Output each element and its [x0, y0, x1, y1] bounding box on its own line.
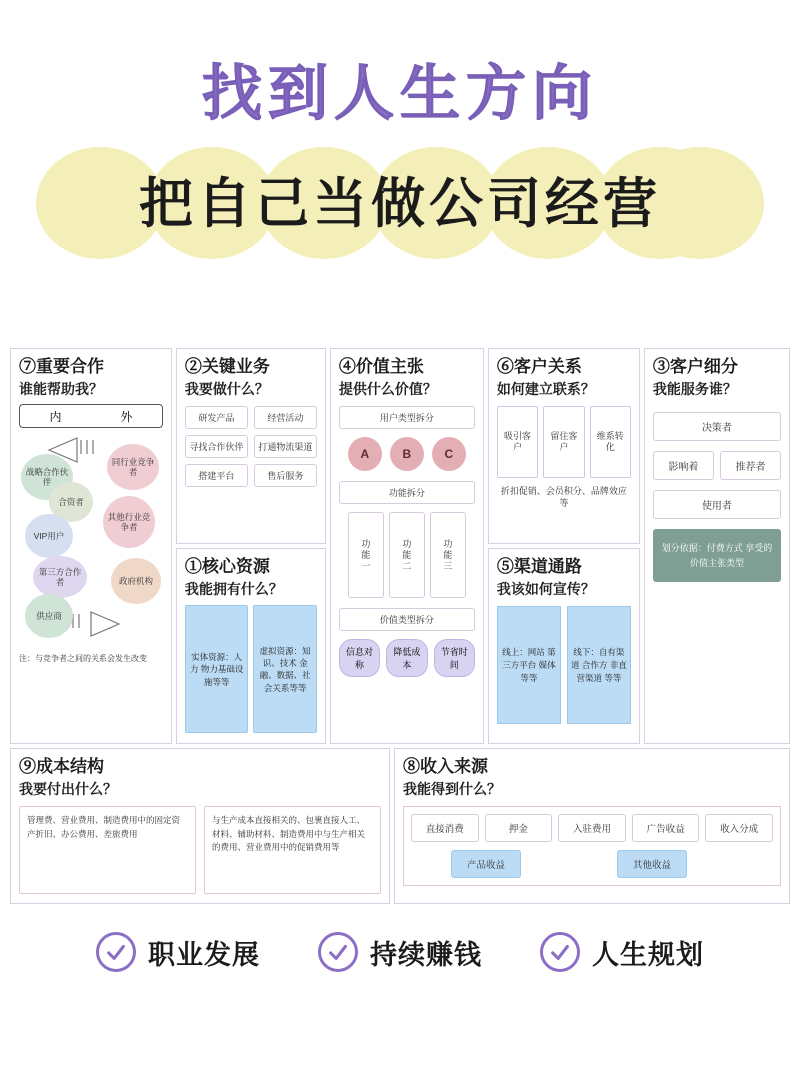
block-title: ④价值主张	[338, 357, 424, 376]
block-question: 我能服务谁？	[652, 381, 737, 398]
subtitle-banner	[0, 145, 800, 261]
activity-chip[interactable]: 经营活动	[254, 406, 317, 429]
revenue-chip[interactable]: 入驻费用	[558, 814, 626, 842]
user-type-circle[interactable]: A	[348, 437, 382, 471]
segment-chip-row	[653, 451, 781, 480]
block-value-proposition	[330, 348, 484, 744]
check-circle-icon	[540, 932, 580, 972]
partner-node: VIP用户	[25, 514, 73, 558]
footer-label: 人生规划	[592, 939, 704, 970]
function-split-label: 功能拆分	[339, 481, 475, 504]
canvas-top-row	[10, 348, 790, 744]
revenue-chip-area	[403, 806, 781, 886]
block-question: 我要付出什么？	[19, 781, 117, 798]
canvas-bottom-row	[10, 748, 790, 904]
segment-chip[interactable]: 推荐者	[720, 451, 781, 480]
partners-note: 注：与竞争者之间的关系会发生改变	[19, 654, 147, 664]
revenue-chip[interactable]: 产品收益	[451, 850, 521, 878]
partner-node: 合资者	[49, 482, 93, 522]
column-relations-channels	[488, 348, 640, 744]
function-column[interactable]: 功能二	[389, 512, 425, 598]
block-title: ⑥客户关系	[496, 357, 582, 376]
value-pill[interactable]: 降低成本	[386, 639, 427, 677]
revenue-chip[interactable]: 其他收益	[617, 850, 687, 878]
block-cost-structure	[10, 748, 390, 904]
resource-cell[interactable]: 虚拟资源：知识、技术 金融、数据、社会关系等等	[253, 605, 317, 733]
block-question: 如何建立联系？	[496, 381, 595, 398]
inside-outside-toggle[interactable]	[19, 404, 163, 428]
block-key-partners	[10, 348, 172, 744]
cost-cell[interactable]: 管理费、营业费用、制造费用中的固定资产折旧、办公费用、差旅费用	[19, 806, 196, 894]
user-type-circle[interactable]: C	[432, 437, 466, 471]
toggle-inside[interactable]: 内	[49, 409, 62, 424]
column-activities-resources	[176, 348, 326, 744]
block-key-activities	[176, 348, 326, 544]
revenue-chip-row	[411, 814, 773, 842]
cost-cell[interactable]: 与生产成本直接相关的、包裹直接人工、材料、辅助材料、制造费用中与生产相关的费用、营业费用中的促销费用等	[204, 806, 381, 894]
toggle-outside[interactable]: 外	[120, 409, 133, 424]
channel-cells	[497, 606, 631, 724]
value-type-split-label: 价值类型拆分	[339, 608, 475, 631]
value-pill[interactable]: 信息对称	[339, 639, 380, 677]
activity-chip-grid	[185, 406, 317, 487]
footer-item	[96, 932, 260, 972]
block-title: ⑦重要合作	[19, 357, 104, 376]
partner-node: 其他行业竞争者	[103, 496, 155, 548]
block-channels	[488, 548, 640, 744]
partner-node: 战略合作伙伴	[21, 454, 73, 500]
user-type-circle[interactable]: B	[390, 437, 424, 471]
partner-node: 第三方合作者	[33, 556, 87, 598]
value-pill[interactable]: 节省时间	[434, 639, 475, 677]
block-title: ⑨成本结构	[19, 757, 104, 776]
relation-cell[interactable]: 吸引客户	[497, 406, 538, 478]
value-type-pills	[339, 639, 475, 677]
block-question: 提供什么价值？	[338, 381, 437, 398]
partner-venn	[19, 432, 163, 650]
cost-cells	[19, 806, 381, 894]
segment-chip[interactable]: 决策者	[653, 412, 781, 441]
resource-cells	[185, 605, 317, 733]
business-model-canvas	[10, 348, 790, 908]
block-title: ③客户细分	[652, 357, 738, 376]
revenue-chip[interactable]: 押金	[485, 814, 553, 842]
block-title: ⑧收入来源	[403, 757, 488, 776]
activity-chip[interactable]: 寻找合作伙伴	[185, 435, 248, 458]
block-core-resources	[176, 548, 326, 744]
segment-chip[interactable]: 影响着	[653, 451, 714, 480]
relation-cells	[497, 406, 631, 478]
partner-node: 供应商	[25, 594, 73, 638]
block-customer-relations	[488, 348, 640, 544]
function-column[interactable]: 功能一	[348, 512, 384, 598]
poster-footer	[0, 932, 800, 972]
segment-criteria-note: 划分依据：付费方式 享受的价值主张类型	[653, 529, 781, 582]
revenue-chip[interactable]: 直接消费	[411, 814, 479, 842]
page-title: 找到人生方向	[202, 60, 598, 127]
block-title: ①核心资源	[184, 557, 270, 576]
activity-chip[interactable]: 售后服务	[254, 464, 317, 487]
partner-node: 同行业竞争者	[107, 444, 159, 490]
resource-cell[interactable]: 实体资源：人力 物力基础设施等等	[185, 605, 249, 733]
revenue-chip-row-secondary	[411, 850, 773, 878]
footer-label: 职业发展	[148, 939, 260, 970]
check-circle-icon	[96, 932, 136, 972]
activity-chip[interactable]: 打通物流渠道	[254, 435, 317, 458]
activity-chip[interactable]: 研发产品	[185, 406, 248, 429]
block-question: 谁能帮助我？	[19, 381, 103, 398]
poster-header	[0, 0, 800, 261]
function-columns	[339, 512, 475, 598]
revenue-chip[interactable]: 广告收益	[632, 814, 700, 842]
revenue-chip[interactable]: 收入分成	[705, 814, 773, 842]
user-type-circles	[339, 437, 475, 471]
block-question: 我要做什么？	[184, 381, 269, 398]
block-question: 我该如何宣传？	[496, 581, 595, 598]
block-title: ②关键业务	[184, 357, 270, 376]
block-question: 我能得到什么？	[403, 781, 501, 798]
channel-cell[interactable]: 线下：自有渠道 合作方 非直营渠道 等等	[567, 606, 631, 724]
footer-item	[540, 932, 704, 972]
partner-node: 政府机构	[111, 558, 161, 604]
activity-chip[interactable]: 搭建平台	[185, 464, 248, 487]
block-question: 我能拥有什么？	[184, 581, 283, 598]
relation-cell[interactable]: 留住客户	[543, 406, 584, 478]
block-customer-segments	[644, 348, 790, 744]
relations-note: 折扣促销、会员积分、品牌效应等	[500, 486, 627, 509]
block-revenue-streams	[394, 748, 790, 904]
user-type-split-label: 用户类型拆分	[339, 406, 475, 429]
page-subtitle: 把自己当做公司经营	[139, 174, 661, 234]
check-circle-icon	[318, 932, 358, 972]
segment-chip[interactable]: 使用者	[653, 490, 781, 519]
block-title: ⑤渠道通路	[496, 557, 582, 576]
channel-cell[interactable]: 线上：网站 第三方平台 媒体 等等	[497, 606, 561, 724]
footer-label: 持续赚钱	[370, 939, 482, 970]
footer-item	[318, 932, 482, 972]
relation-cell[interactable]: 维系转化	[590, 406, 631, 478]
function-column[interactable]: 功能三	[430, 512, 466, 598]
